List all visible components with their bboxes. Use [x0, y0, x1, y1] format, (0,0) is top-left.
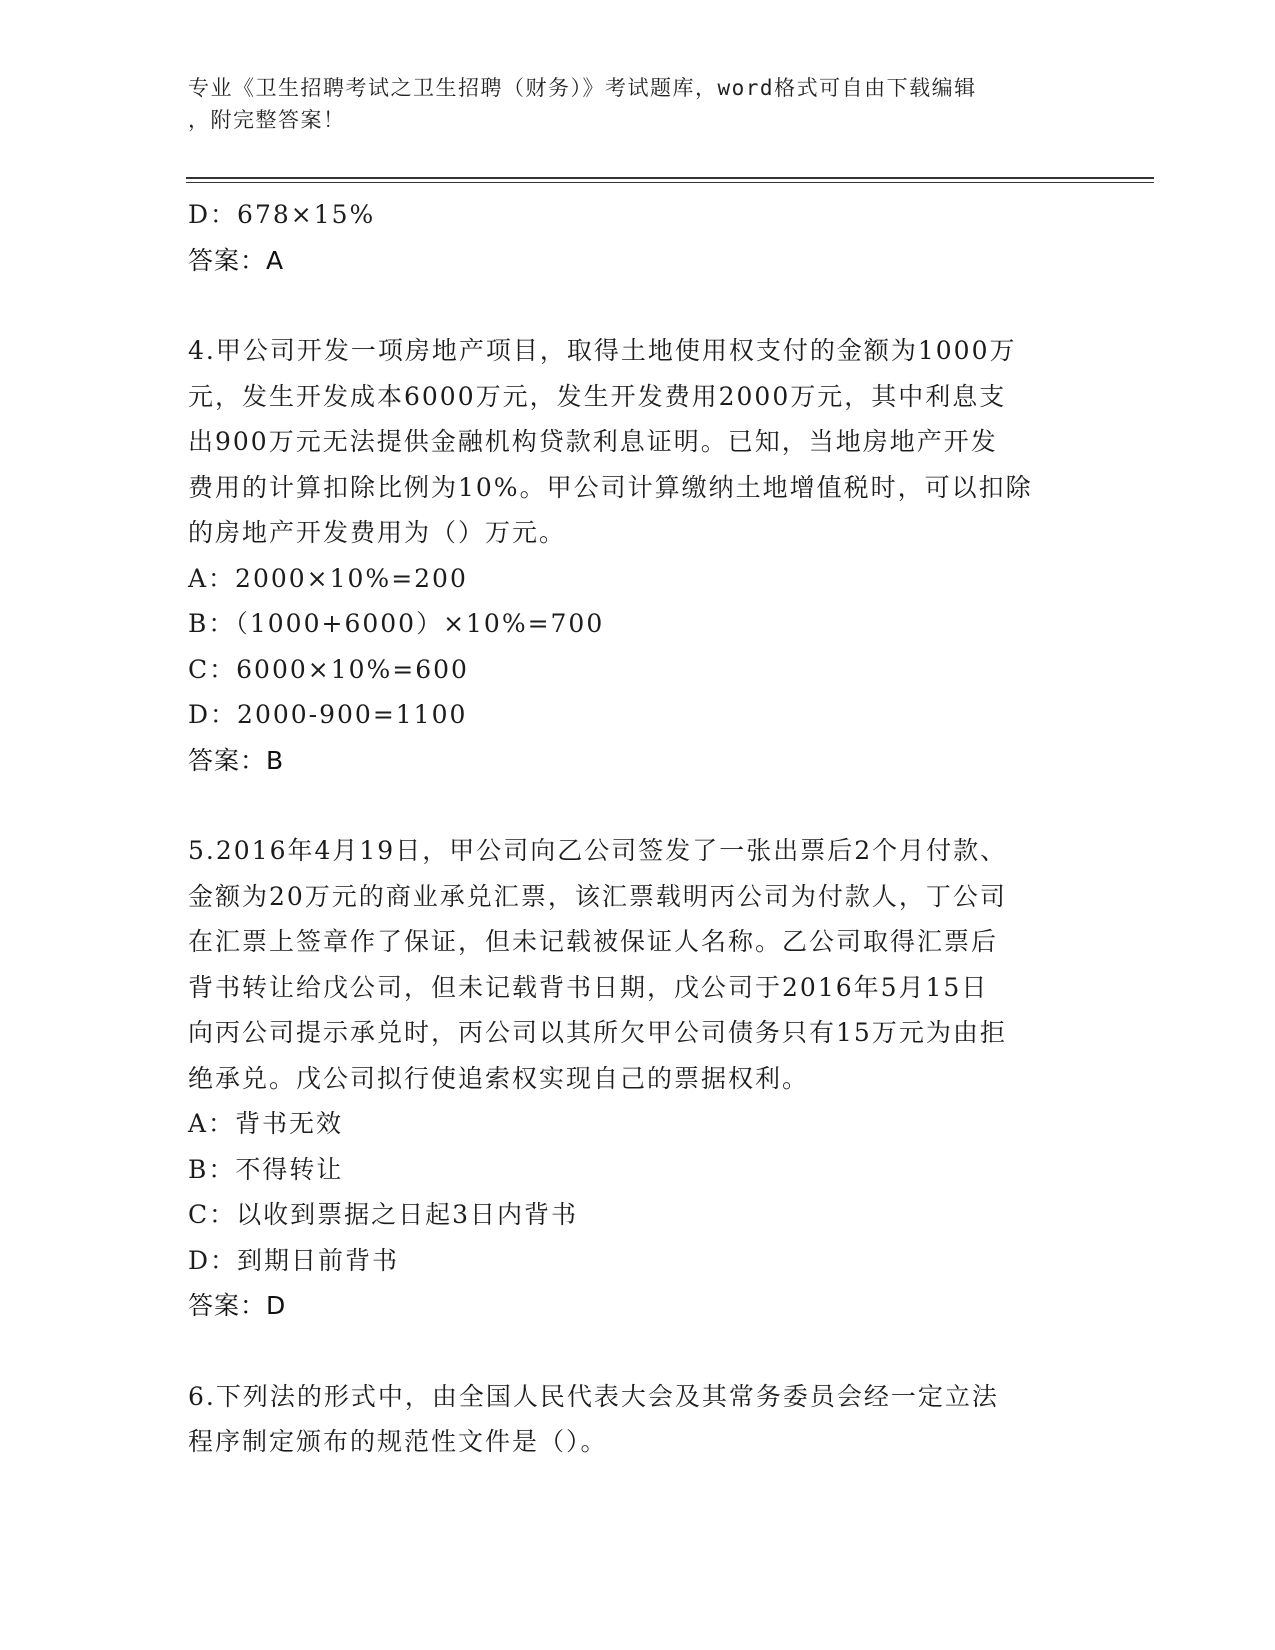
option-d: D：2000-900=1100 [188, 700, 468, 729]
option-b: B：不得转让 [188, 1154, 344, 1184]
header-title-line-1: 专业《卫生招聘考试之卫生招聘（财务）》考试题库，word格式可自由下载编辑 [188, 76, 977, 100]
question-text-line: 出900万元无法提供金融机构贷款利息证明。已知，当地房地产开发 [188, 427, 998, 456]
question-text-line: 4.甲公司开发一项房地产项目，取得土地使用权支付的金额为1000万 [188, 336, 1017, 365]
question-text-line: 在汇票上签章作了保证，但未记载被保证人名称。乙公司取得汇票后 [188, 927, 999, 956]
option-d: D：678×15% [188, 200, 376, 229]
question-block [188, 828, 1088, 1329]
header-divider [186, 177, 1154, 179]
question-text-line: 的房地产开发费用为（）万元。 [188, 518, 567, 547]
spacer [188, 283, 1088, 328]
question-text-line: 费用的计算扣除比例为10%。甲公司计算缴纳土地增值税时，可以扣除 [188, 472, 1033, 502]
question-text-line: 6.下列法的形式中，由全国人民代表大会及其常务委员会经一定立法 [188, 1381, 999, 1411]
spacer [188, 1329, 1088, 1374]
header-divider-thin [186, 182, 1154, 183]
answer-line: 答案：A [188, 245, 285, 275]
question-text-line: 元，发生开发成本6000万元，发生开发费用2000万元，其中利息支 [188, 381, 1007, 411]
option-a: A：2000×10%=200 [188, 563, 468, 593]
question-text-line: 绝承兑。戊公司拟行使追索权实现自己的票据权利。 [188, 1063, 810, 1093]
question-block [188, 328, 1088, 783]
question-text-line: 程序制定颁布的规范性文件是（）。 [188, 1427, 608, 1456]
question-text-line: 金额为20万元的商业承兑汇票，该汇票载明丙公司为付款人，丁公司 [188, 881, 1007, 911]
option-a: A：背书无效 [188, 1109, 344, 1138]
option-b: B：（1000+6000）×10%=700 [188, 609, 605, 638]
option-d: D：到期日前背书 [188, 1245, 400, 1275]
answer-line: 答案：B [188, 745, 285, 775]
option-c: C：6000×10%=600 [188, 654, 469, 684]
answer-line: 答案：D [188, 1291, 287, 1320]
question-block [188, 1374, 1088, 1465]
header-title-line-2: ，附完整答案！ [188, 108, 346, 132]
question-text-line: 向丙公司提示承兑时，丙公司以其所欠甲公司债务只有15万元为由拒 [188, 1018, 1007, 1047]
spacer [188, 783, 1088, 828]
question-text-line: 5.2016年4月19日，甲公司向乙公司签发了一张出票后2个月付款、 [188, 836, 1008, 865]
document-body [188, 192, 1088, 1465]
question-text-line: 背书转让给戊公司，但未记载背书日期，戊公司于2016年5月15日 [188, 972, 989, 1002]
page-header [188, 72, 1068, 136]
option-c: C：以收到票据之日起3日内背书 [188, 1200, 579, 1229]
